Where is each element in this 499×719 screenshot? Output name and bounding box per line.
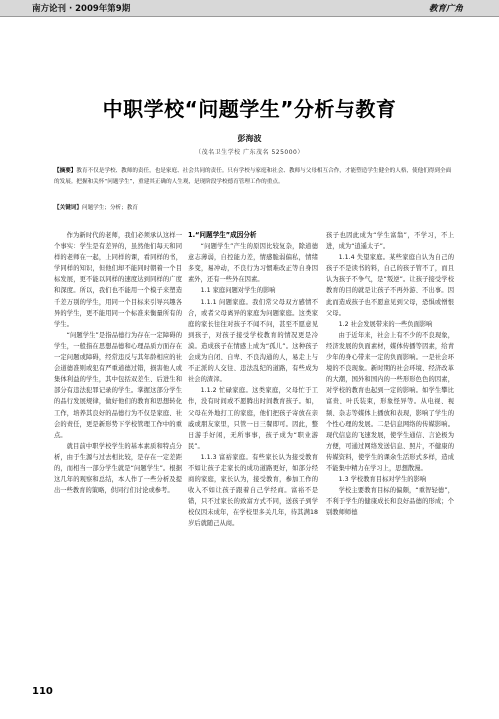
keywords-text: 问题学生；分析；教育 [81, 205, 138, 211]
keywords-label: 【关键词】 [54, 205, 82, 211]
paragraph: 就目前中职学校学生的基本素质和特点分析，由于生源与过去相比较，是存在一定差距的，而相当一部分学生就是“问题学生”。根据这几年的观察和总结，本人作了一些分析及提出一些教育的策略，供同行们讨论或参考。 [54, 442, 182, 495]
paragraph: 1.1.4 失望家庭。某些家庭自认为自己的孩子不是读书的料，自己的孩子管不了，而且认为孩子不争气，是“叛逆”。让孩子接受学校教育的目的就是让孩子不再外游、不出事。因此而造成孩子也不愿意见到父母，恐惧或憎恨父母。 [326, 254, 454, 317]
subsection-heading: 1.1 家庭问题对学生的影响 [200, 287, 276, 295]
paragraph: 孩子也因此成为“学生富翁”，不学习，不上进，成为“逍遥太子”。 [326, 232, 454, 251]
author-affiliation: （茂名卫生学校 广东茂名 525000） [195, 149, 304, 156]
running-header [0, 0, 499, 17]
keywords [54, 203, 454, 214]
article-title: 中职学校“问题学生”分析与教育 [102, 97, 397, 121]
page-number: 110 [32, 686, 53, 697]
paragraph: 1.1.3 富裕家庭。有些家长认为接受教育不如让孩子走家长的成功道路更好，如部分经商的家庭，家长认为，接受教育，参加工作的收入不如让孩子跟着自己学经商。富裕不是错，只不过家长的致富方式不同，送孩子到学校仅因未成年，在学校里多关几年，待其满18岁后就随己从商。 [188, 453, 318, 528]
paragraph: 由于近年来，社会上有不少的不良现象，经济发展的负面素材，媒体传播等因素，给青少年的身心带来一定的负面影响。一是社会环境的不良现象。新时期的社会环境、经济改革的大潮，国外和国内的一些形形色色的因素，对学校的教育也起到一定的影响。如学生攀比富贵、叶氏装束，形象怪异等。从电视、视频、杂志等媒体上播放和表现，影响了学生的个性心理的发展。二是信息网络的传媒影响。现代信息的飞速发展，使学生通信、言论极为方便，可通过网络发送信息、照片，不健康的传媒资料，使学生的课余生活形式多样，造成不能集中精力在学习上，思想散漫。 [326, 331, 454, 472]
body-column-2 [188, 230, 318, 650]
section-name: 教育广角 [428, 4, 463, 14]
paragraph: “问题学生”是指品德行为存在一定障碍的学生，一般指在思想品德和心理品质方面存在一定问题或障碍，经常违反与其年龄相应的社会道德准则或犯有严重道德过错，损害他人或集体利益的学生，其中包括双差生、后进生和部分有违法犯罪记录的学生。掌握这部分学生的品行发展规律，做好他们的教育和思想转化工作，培养其良好的品德行为不仅是家庭、社会的责任，更是新形势下学校管理工作中的重点。 [54, 331, 182, 439]
body-column-3 [326, 230, 454, 660]
abstract-text: 教育不仅是学校、教师的责任，也是家庭、社会共同的责任。只有学校与家庭和社会、教师与父母相互合作，才能塑造学生健全的人格，使他们得到全面的发展。把握和关怀“问题学生”，重建其正确的人生观，是现阶段学校德育管理工作的重点。 [54, 168, 452, 185]
paragraph: 1.1.2 忙碌家庭。这类家庭，父母忙于工作，没有时间或不愿腾出时间教育孩子。如，父母在外地打工的家庭，他们把孩子寄放在亲戚或朋友家里，只管一日三餐即可。因此，整日游手好闲，无所事事，孩子成为“职业游民”。 [188, 387, 318, 450]
paragraph: 作为新时代的老师，我们必须承认这样一个事实：学生是有差异的，虽然他们每天和同样的老师在一起，上同样的课，看同样的书，学同样的知识，但他们却不能同时朝着一个目标发展，更不能以同样的速度达到同样的广度和深度。所以，我们也不能用一个模子来塑造千差万别的学生，用同一个目标来引导兴趣各异的学生，更不能用同一个标准来衡量所有的学生。 [54, 232, 182, 328]
abstract-label: 【摘要】 [54, 168, 77, 174]
paragraph: 1.1.1 问题家庭。我们常父母双方感情不合，或者父母离异的家庭为问题家庭。这类家庭的家长往往对孩子不闻不问，甚至不愿意见到孩子，对孩子接受学校教育的情况更是冷漠。造成孩子在情感上成为“孤儿”。这种孩子会成为自闭、自卑、不良沟通的人，易走上与不正派的人交往、违法乱纪的道路，有些成为社会的渣滓。 [188, 298, 318, 384]
subsection-heading: 1.3 学校教育目标对学生的影响 [338, 476, 427, 484]
journal-issue: 南方论刊 · 2009年第9期 [32, 4, 131, 14]
article-author: 彭海波 [237, 134, 262, 143]
section-heading: 1.“问题学生”成因分析 [188, 231, 257, 239]
body-column-1 [54, 230, 182, 650]
paragraph: 学校主要教育目标的偏颇，“重智轻德”，不利于学生的健康成长和良好品德的形成；个别教师师德 [326, 487, 454, 517]
subsection-heading: 1.2 社会发展带来的一些负面影响 [338, 320, 433, 328]
paragraph: “问题学生”产生的原因比较复杂，除道德意志薄弱，自控能力差，情感脆弱偏私，情绪多变，易冲动，不良行为习惯难改正等自身因素外，还有一些外在因素。 [188, 243, 318, 284]
abstract [54, 166, 454, 188]
